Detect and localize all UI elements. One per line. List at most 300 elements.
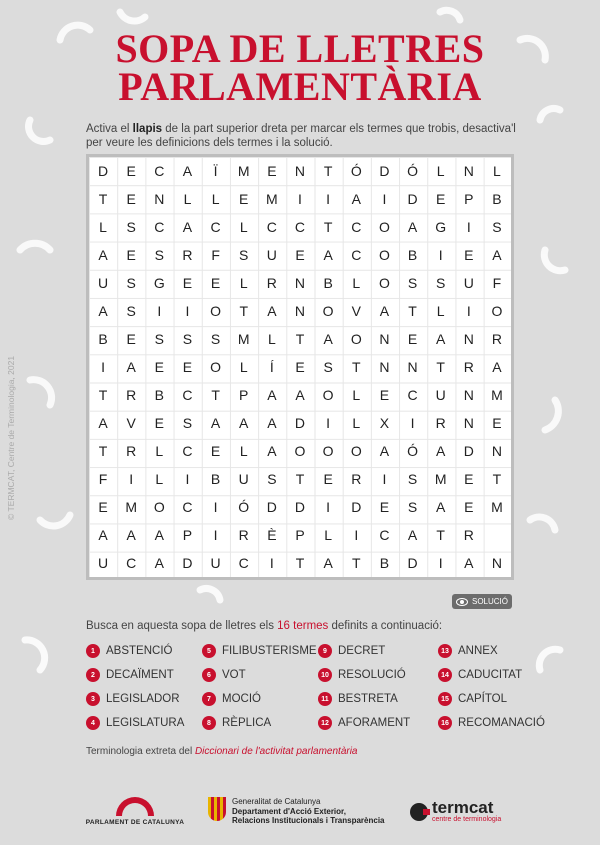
term-item[interactable]: [202, 644, 318, 658]
grid-cell[interactable]: Ï: [213, 163, 218, 179]
parlament-logo: [80, 797, 190, 826]
grid-cell[interactable]: G: [153, 275, 165, 291]
grid-cell[interactable]: N: [294, 303, 306, 319]
term-item[interactable]: [86, 716, 202, 730]
grid-cell[interactable]: N: [294, 163, 306, 179]
grid-cell[interactable]: M: [434, 471, 447, 487]
side-copyright: © TERMCAT, Centre de Terminologia, 2021: [6, 355, 16, 520]
grid-cell[interactable]: T: [323, 219, 333, 235]
grid-cell[interactable]: L: [183, 191, 192, 207]
grid-cell[interactable]: C: [182, 443, 193, 459]
grid-cell[interactable]: A: [239, 415, 249, 431]
grid-cell[interactable]: Ó: [407, 163, 418, 179]
page-title-line1: SOPA DE LLETRES: [115, 26, 485, 71]
grid-cell[interactable]: L: [267, 331, 276, 347]
grid-cell[interactable]: E: [239, 191, 249, 207]
term-item[interactable]: [86, 668, 202, 682]
grid-cell[interactable]: I: [466, 219, 471, 235]
term-label: CAPÍTOL: [458, 693, 507, 705]
grid-cell[interactable]: N: [463, 331, 474, 347]
grid-cell[interactable]: P: [295, 527, 305, 543]
grid-cell[interactable]: I: [326, 415, 331, 431]
term-number-badge: 2: [86, 668, 100, 682]
grid-cell[interactable]: C: [126, 555, 137, 571]
grid-cell[interactable]: A: [267, 303, 277, 319]
grid-cell[interactable]: È: [267, 527, 277, 543]
grid-cell[interactable]: A: [323, 331, 333, 347]
grid-cell[interactable]: T: [295, 471, 305, 487]
grid-cell[interactable]: N: [294, 275, 306, 291]
grid-cell[interactable]: C: [154, 219, 165, 235]
source-credit: [86, 746, 358, 757]
term-label: DECAÏMENT: [106, 669, 174, 681]
grid-cell[interactable]: E: [210, 443, 221, 459]
grid-cell[interactable]: E: [295, 247, 305, 263]
find-text-after: definits a continuació:: [328, 620, 443, 632]
grid-cell[interactable]: T: [98, 443, 108, 459]
intro-text-before: Activa el: [86, 123, 133, 135]
grid-cell[interactable]: O: [322, 303, 334, 319]
grid-cell[interactable]: F: [98, 471, 108, 487]
term-item[interactable]: [438, 644, 558, 658]
grid-cell[interactable]: C: [182, 387, 193, 403]
grid-cell[interactable]: N: [379, 331, 390, 347]
grid-cell[interactable]: I: [185, 471, 190, 487]
grid-cell[interactable]: S: [407, 499, 418, 515]
grid-cell[interactable]: C: [210, 219, 221, 235]
grid-cell[interactable]: L: [352, 415, 361, 431]
grid-cell[interactable]: O: [210, 359, 222, 375]
grid-cell[interactable]: S: [182, 415, 193, 431]
gencat-dept-line1: Departament d'Acció Exterior,: [232, 806, 346, 816]
grid-cell[interactable]: E: [295, 359, 305, 375]
grid-cell[interactable]: A: [379, 443, 390, 459]
grid-cell[interactable]: A: [492, 359, 502, 375]
term-item[interactable]: [438, 668, 558, 682]
grid-cell[interactable]: L: [155, 443, 164, 459]
page-title-line2: PARLAMENTÀRIA: [118, 64, 482, 109]
grid-cell[interactable]: L: [155, 471, 164, 487]
grid-cell[interactable]: E: [464, 247, 474, 263]
grid-cell[interactable]: C: [182, 499, 193, 515]
grid-cell[interactable]: R: [126, 443, 137, 459]
grid-cell[interactable]: R: [463, 359, 474, 375]
grid-cell[interactable]: D: [294, 499, 306, 515]
term-label: DECRET: [338, 645, 386, 657]
intro-text-after: de la part superior dreta per marcar els termes que trobis, desactiva'l per veure les definicions dels termes i la solució.: [86, 123, 516, 149]
grid-cell[interactable]: I: [438, 555, 443, 571]
grid-cell[interactable]: N: [491, 443, 502, 459]
grid-cell[interactable]: D: [294, 415, 306, 431]
grid-cell[interactable]: B: [98, 331, 108, 347]
grid-cell[interactable]: N: [379, 359, 390, 375]
grid-cell[interactable]: O: [294, 443, 306, 459]
grid-cell[interactable]: T: [351, 359, 361, 375]
grid-cell[interactable]: S: [182, 331, 193, 347]
term-item[interactable]: [318, 668, 438, 682]
grid-cell[interactable]: C: [154, 163, 165, 179]
grid-cell[interactable]: L: [99, 219, 107, 235]
term-label: RESOLUCIÓ: [338, 669, 406, 681]
grid-cell[interactable]: L: [436, 163, 445, 179]
solution-button[interactable]: [452, 594, 512, 609]
word-search-grid[interactable]: [86, 154, 514, 580]
grid-cell[interactable]: V: [126, 415, 136, 431]
grid-cell[interactable]: I: [410, 415, 415, 431]
term-number-badge: 6: [202, 668, 216, 682]
credit-text: Terminologia extreta del: [86, 746, 195, 757]
grid-cell[interactable]: E: [126, 191, 136, 207]
term-number-badge: 12: [318, 716, 332, 730]
grid-cell[interactable]: L: [352, 275, 361, 291]
grid-cell[interactable]: S: [126, 219, 136, 235]
grid-cell[interactable]: T: [239, 303, 248, 319]
term-item[interactable]: [202, 692, 318, 706]
grid-cell[interactable]: L: [436, 303, 445, 319]
grid-cell[interactable]: N: [407, 359, 418, 375]
grid-cell[interactable]: D: [407, 191, 418, 207]
grid-cell[interactable]: D: [182, 555, 193, 571]
grid-cell[interactable]: M: [237, 163, 250, 179]
grid-cell[interactable]: Ó: [238, 499, 250, 515]
grid-cell[interactable]: I: [466, 303, 471, 319]
grid-cell[interactable]: A: [126, 527, 136, 543]
grid-cell[interactable]: O: [378, 247, 390, 263]
grid-cell[interactable]: S: [435, 275, 446, 291]
grid-cell[interactable]: Ó: [350, 163, 362, 179]
grid-cell[interactable]: I: [269, 555, 274, 571]
grid-cell[interactable]: L: [239, 275, 248, 291]
grid-cell[interactable]: D: [379, 163, 390, 179]
grid-cell[interactable]: O: [153, 499, 165, 515]
grid-cell[interactable]: G: [435, 219, 447, 235]
term-number-badge: 5: [202, 644, 216, 658]
grid-cell[interactable]: E: [154, 415, 164, 431]
grid-cell[interactable]: R: [266, 275, 277, 291]
grid-cell[interactable]: I: [213, 527, 218, 543]
grid-cell[interactable]: O: [491, 303, 503, 319]
grid-cell[interactable]: O: [378, 275, 390, 291]
grid-cell[interactable]: A: [126, 359, 136, 375]
grid-cell[interactable]: P: [464, 191, 474, 207]
term-item[interactable]: [86, 692, 202, 706]
term-item[interactable]: [318, 692, 438, 706]
grid-cell[interactable]: S: [267, 471, 277, 487]
grid-cell[interactable]: A: [435, 331, 446, 347]
grid-cell[interactable]: B: [154, 387, 164, 403]
term-number-badge: 7: [202, 692, 216, 706]
termcat-mark-icon: [410, 803, 428, 821]
grid-cell[interactable]: A: [98, 303, 108, 319]
grid-cell[interactable]: I: [157, 303, 162, 319]
grid-cell[interactable]: C: [351, 219, 362, 235]
grid-cell[interactable]: M: [266, 191, 278, 207]
eye-icon: [456, 598, 468, 606]
grid-cell[interactable]: L: [239, 443, 248, 459]
grid-cell[interactable]: O: [210, 303, 222, 319]
grid-cell[interactable]: S: [154, 331, 164, 347]
grid-cell[interactable]: A: [295, 387, 305, 403]
grid-cell[interactable]: T: [436, 527, 445, 543]
term-number-badge: 16: [438, 716, 452, 730]
grid-cell[interactable]: A: [98, 527, 108, 543]
grid-cell[interactable]: T: [295, 555, 305, 571]
grid-cell[interactable]: E: [379, 387, 390, 403]
grid-cell[interactable]: T: [98, 387, 108, 403]
term-number-badge: 9: [318, 644, 332, 658]
grid-cell[interactable]: L: [239, 359, 248, 375]
gencat-name: Generalitat de Catalunya: [232, 797, 321, 806]
grid-cell[interactable]: Í: [269, 359, 274, 375]
grid-cell[interactable]: R: [435, 415, 446, 431]
term-number-badge: 4: [86, 716, 100, 730]
grid-cell[interactable]: E: [182, 359, 193, 375]
grid-cell[interactable]: I: [129, 471, 134, 487]
grid-cell[interactable]: E: [154, 359, 164, 375]
grid-cell[interactable]: O: [322, 387, 334, 403]
termcat-name: termcat: [432, 798, 494, 817]
grid-cell[interactable]: M: [491, 499, 503, 515]
grid-cell[interactable]: E: [464, 499, 474, 515]
grid-cell[interactable]: U: [463, 275, 474, 291]
term-item[interactable]: [318, 644, 438, 658]
grid-cell[interactable]: I: [354, 527, 359, 543]
grid-cell[interactable]: A: [98, 247, 108, 263]
grid-cell[interactable]: A: [492, 247, 502, 263]
term-item[interactable]: [202, 668, 318, 682]
term-number-badge: 13: [438, 644, 452, 658]
grid-cell[interactable]: N: [491, 555, 502, 571]
grid-cell[interactable]: E: [267, 163, 277, 179]
grid-cell[interactable]: T: [492, 471, 502, 487]
term-item[interactable]: [202, 716, 318, 730]
grid-cell[interactable]: F: [492, 275, 502, 291]
grid-cell[interactable]: T: [98, 191, 108, 207]
terms-list: [86, 644, 556, 730]
term-label: FILIBUSTERISME: [222, 645, 317, 657]
grid-cell[interactable]: O: [378, 219, 390, 235]
grid-cell[interactable]: I: [382, 471, 387, 487]
grid-cell[interactable]: P: [182, 527, 193, 543]
parlament-arc-icon: [116, 797, 154, 816]
grid-cell[interactable]: C: [266, 219, 277, 235]
instructions: [86, 122, 516, 150]
grid-cell[interactable]: A: [379, 303, 390, 319]
grid-cell[interactable]: E: [464, 471, 474, 487]
grid-cell[interactable]: T: [211, 387, 220, 403]
term-label: BESTRETA: [338, 693, 398, 705]
grid-cell[interactable]: R: [491, 331, 502, 347]
grid-cell[interactable]: I: [298, 191, 302, 207]
find-term-count: 16 termes: [277, 620, 329, 632]
grid-cell[interactable]: S: [126, 303, 136, 319]
grid-cell[interactable]: U: [98, 275, 109, 291]
grid-cell[interactable]: E: [126, 331, 136, 347]
grid-cell[interactable]: I: [101, 359, 105, 375]
grid-cell[interactable]: S: [239, 247, 249, 263]
grid-cell[interactable]: S: [492, 219, 502, 235]
find-text-before: Busca en aquesta sopa de lletres els: [86, 620, 278, 632]
dictionary-link[interactable]: Diccionari de l'activitat parlamentària: [194, 746, 358, 757]
term-label: LEGISLADOR: [106, 693, 180, 705]
grid-cell[interactable]: A: [435, 499, 446, 515]
grid-cell[interactable]: E: [210, 275, 221, 291]
grid-cell[interactable]: O: [322, 443, 334, 459]
grid-cell[interactable]: L: [211, 191, 220, 207]
term-label: VOT: [222, 669, 246, 681]
grid-cell[interactable]: O: [350, 331, 362, 347]
term-number-badge: 11: [318, 692, 332, 706]
grid-cell[interactable]: I: [326, 191, 331, 207]
grid-cell[interactable]: N: [463, 163, 474, 179]
grid-cell[interactable]: N: [154, 191, 165, 207]
grid-cell[interactable]: U: [238, 471, 249, 487]
grid-cell[interactable]: U: [98, 555, 109, 571]
grid-cell[interactable]: D: [407, 555, 418, 571]
grid-cell[interactable]: B: [210, 471, 221, 487]
grid-cell[interactable]: M: [125, 499, 138, 515]
grid-cell[interactable]: D: [98, 163, 109, 179]
grid-cell[interactable]: S: [407, 275, 418, 291]
grid-cell[interactable]: R: [182, 247, 193, 263]
grid-cell[interactable]: C: [238, 555, 249, 571]
grid-cell[interactable]: U: [210, 555, 221, 571]
grid-cell[interactable]: D: [463, 443, 474, 459]
grid-cell[interactable]: C: [351, 247, 362, 263]
grid-cell[interactable]: E: [323, 471, 333, 487]
grid-cell[interactable]: X: [379, 415, 390, 431]
grid-cell[interactable]: A: [351, 191, 361, 207]
grid-cell[interactable]: T: [436, 359, 445, 375]
grid-cell[interactable]: E: [492, 415, 502, 431]
grid-cell[interactable]: T: [323, 163, 333, 179]
term-number-badge: 15: [438, 692, 452, 706]
grid-cell[interactable]: T: [351, 555, 361, 571]
grid-cell[interactable]: L: [324, 527, 333, 543]
gencat-dept-line2: Relacions Institucionals i Transparència: [232, 816, 385, 825]
term-label: LEGISLATURA: [106, 717, 185, 729]
grid-cell[interactable]: S: [154, 247, 164, 263]
grid-cell[interactable]: [483, 521, 511, 549]
grid-cell[interactable]: E: [126, 163, 136, 179]
grid-cell[interactable]: U: [266, 247, 277, 263]
grid-cell[interactable]: I: [185, 303, 190, 319]
grid-cell[interactable]: L: [352, 387, 361, 403]
grid-cell[interactable]: A: [267, 443, 277, 459]
grid-cell[interactable]: A: [407, 527, 418, 543]
grid-cell[interactable]: T: [408, 303, 417, 319]
find-instructions: [86, 620, 442, 632]
grid-cell[interactable]: R: [238, 527, 249, 543]
grid-cell[interactable]: C: [407, 387, 418, 403]
senyera-shield-icon: [208, 797, 226, 821]
grid-cell[interactable]: R: [351, 471, 362, 487]
grid-cell[interactable]: E: [435, 191, 446, 207]
grid-cell[interactable]: E: [98, 499, 108, 515]
term-label: RECOMANACIÓ: [458, 717, 545, 729]
term-label: RÈPLICA: [222, 717, 272, 729]
grid-cell[interactable]: S: [210, 331, 221, 347]
grid-cell[interactable]: M: [237, 331, 250, 347]
grid-cell[interactable]: I: [213, 499, 218, 515]
grid-cell[interactable]: P: [239, 387, 249, 403]
grid-cell[interactable]: S: [407, 471, 418, 487]
grid-cell[interactable]: A: [435, 443, 446, 459]
grid-cell[interactable]: I: [438, 247, 443, 263]
grid-cell[interactable]: V: [351, 303, 361, 319]
grid-cell[interactable]: I: [326, 499, 331, 515]
term-number-badge: 10: [318, 668, 332, 682]
term-number-badge: 14: [438, 668, 452, 682]
grid-cell[interactable]: I: [382, 191, 387, 207]
grid-cell[interactable]: E: [126, 247, 136, 263]
grid-cell[interactable]: A: [407, 219, 418, 235]
term-number-badge: 1: [86, 644, 100, 658]
grid-cell[interactable]: E: [379, 499, 390, 515]
grid-cell[interactable]: A: [98, 415, 108, 431]
grid-cell[interactable]: R: [126, 387, 137, 403]
termcat-logo: [410, 800, 501, 823]
grid-cell[interactable]: A: [154, 555, 164, 571]
grid-cell[interactable]: A: [323, 247, 333, 263]
term-item[interactable]: [438, 692, 558, 706]
grid-cell[interactable]: S: [323, 359, 333, 375]
grid-cell[interactable]: A: [323, 555, 333, 571]
grid-cell[interactable]: C: [379, 527, 390, 543]
grid-cell[interactable]: F: [211, 247, 220, 263]
term-number-badge: 3: [86, 692, 100, 706]
grid-cell[interactable]: S: [126, 275, 136, 291]
generalitat-logo: [208, 797, 385, 826]
grid-cell[interactable]: D: [351, 499, 362, 515]
termcat-subtitle: centre de terminologia: [432, 816, 502, 823]
grid-cell[interactable]: M: [491, 387, 503, 403]
grid-cell[interactable]: B: [379, 555, 390, 571]
grid-cell[interactable]: A: [154, 527, 164, 543]
term-number-badge: 8: [202, 716, 216, 730]
grid-cell[interactable]: B: [407, 247, 418, 263]
grid-cell[interactable]: B: [492, 191, 502, 207]
term-label: CADUCITAT: [458, 669, 523, 681]
grid-cell[interactable]: A: [267, 415, 277, 431]
grid-cell[interactable]: E: [407, 331, 418, 347]
term-item[interactable]: [318, 716, 438, 730]
term-item[interactable]: [438, 716, 558, 730]
solution-button-label: SOLUCIÓ: [471, 597, 508, 606]
grid-cell[interactable]: A: [464, 555, 474, 571]
grid-cell[interactable]: A: [182, 163, 193, 179]
grid-cell[interactable]: T: [295, 331, 305, 347]
grid-cell[interactable]: R: [463, 527, 474, 543]
grid-cell[interactable]: A: [210, 415, 221, 431]
grid-cell[interactable]: A: [267, 387, 277, 403]
grid-cell[interactable]: A: [182, 219, 193, 235]
term-item[interactable]: [86, 644, 202, 658]
grid-cell[interactable]: N: [463, 415, 474, 431]
grid-cell[interactable]: O: [350, 443, 362, 459]
grid-cell[interactable]: C: [294, 219, 306, 235]
grid-cell[interactable]: D: [266, 499, 277, 515]
grid-cell[interactable]: L: [239, 219, 248, 235]
term-label: ABSTENCIÓ: [106, 645, 173, 657]
grid-cell[interactable]: B: [323, 275, 333, 291]
grid-cell[interactable]: Ó: [407, 443, 418, 459]
parlament-logo-text: PARLAMENT DE CATALUNYA: [85, 819, 185, 826]
grid-cell[interactable]: E: [182, 275, 193, 291]
grid-cell[interactable]: N: [463, 387, 474, 403]
grid-cell[interactable]: U: [435, 387, 446, 403]
grid-cell[interactable]: L: [493, 163, 501, 179]
